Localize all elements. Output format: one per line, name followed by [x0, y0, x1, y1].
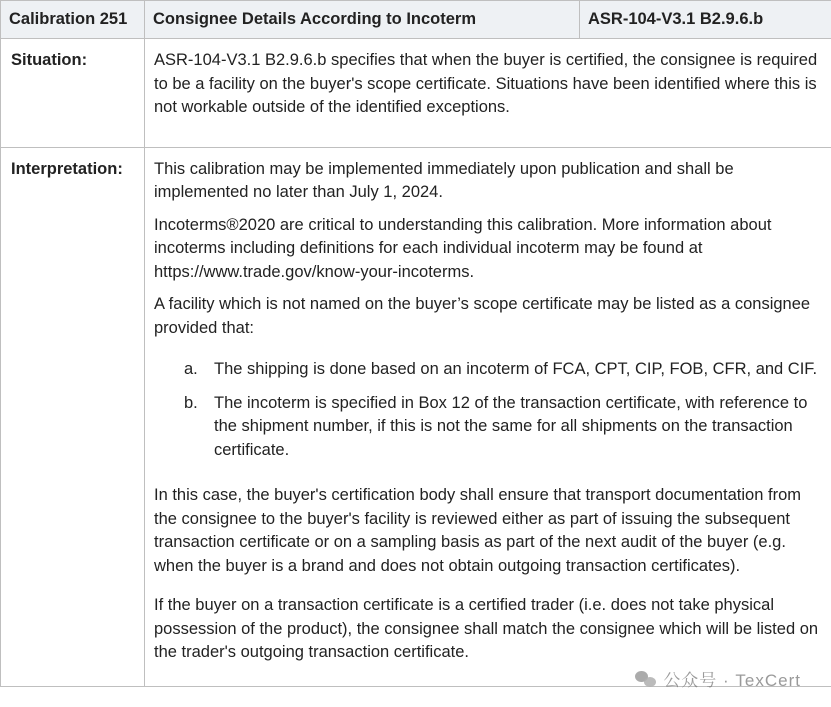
condition-list: [154, 358, 823, 462]
watermark-text: 公众号 · TexCert: [663, 671, 801, 690]
situation-label: Situation:: [1, 39, 145, 148]
interpretation-paragraph: Incoterms®2020 are critical to understanding this calibration. More information about incoterms including definitions for each individual incoterm may be found at https://www.trade.gov/know-your-incoterms.: [154, 215, 772, 281]
interpretation-cell: [145, 147, 831, 686]
interpretation-paragraph: If the buyer on a transaction certificate is a certified trader (i.e. does not take physical possession of the product), the consignee shall match the consignee which will be listed on the trader's outgoing transaction certificate.: [154, 596, 819, 661]
calibration-number: Calibration 251: [1, 1, 145, 39]
interpretation-paragraph: This calibration may be implemented immediately upon publication and shall be implemented no later than July 1, 2024.: [154, 159, 734, 201]
calibration-title: Consignee Details According to Incoterm: [145, 1, 580, 39]
list-item: [154, 358, 823, 382]
list-text: The shipping is done based on an incoterm of FCA, CPT, CIP, FOB, CFR, and CIF.: [214, 360, 818, 378]
list-marker: b.: [184, 393, 198, 412]
header-row: [1, 1, 831, 39]
situation-text: ASR-104-V3.1 B2.9.6.b specifies that when the buyer is certified, the consignee is required to be a facility on the buyer's scope certificate. Situations have been identified where this is not workable outside of the identified exceptions.: [154, 51, 818, 116]
interpretation-label: Interpretation:: [1, 147, 145, 686]
list-item: [154, 392, 823, 463]
interpretation-row: [1, 147, 831, 686]
situation-cell: [145, 39, 831, 148]
situation-row: [1, 39, 831, 148]
watermark: [635, 666, 801, 691]
interpretation-paragraph: A facility which is not named on the buyer’s scope certificate may be listed as a consignee provided that:: [154, 295, 811, 337]
list-text: The incoterm is specified in Box 12 of the transaction certificate, with reference to the shipment number, if this is not the same for all shipments on the transaction certificate.: [214, 393, 808, 459]
interpretation-paragraph: In this case, the buyer's certification body shall ensure that transport documentation from the consignee to the buyer's facility is reviewed either as part of issuing the subsequent transaction certificate or on a sampling basis as part of the next audit of the buyer (e.g. when the buyer is a brand and does not obtain outgoing transaction certificates).: [154, 486, 801, 575]
wechat-icon: [635, 670, 657, 688]
calibration-reference: ASR-104-V3.1 B2.9.6.b: [580, 1, 831, 39]
list-marker: a.: [184, 360, 198, 378]
